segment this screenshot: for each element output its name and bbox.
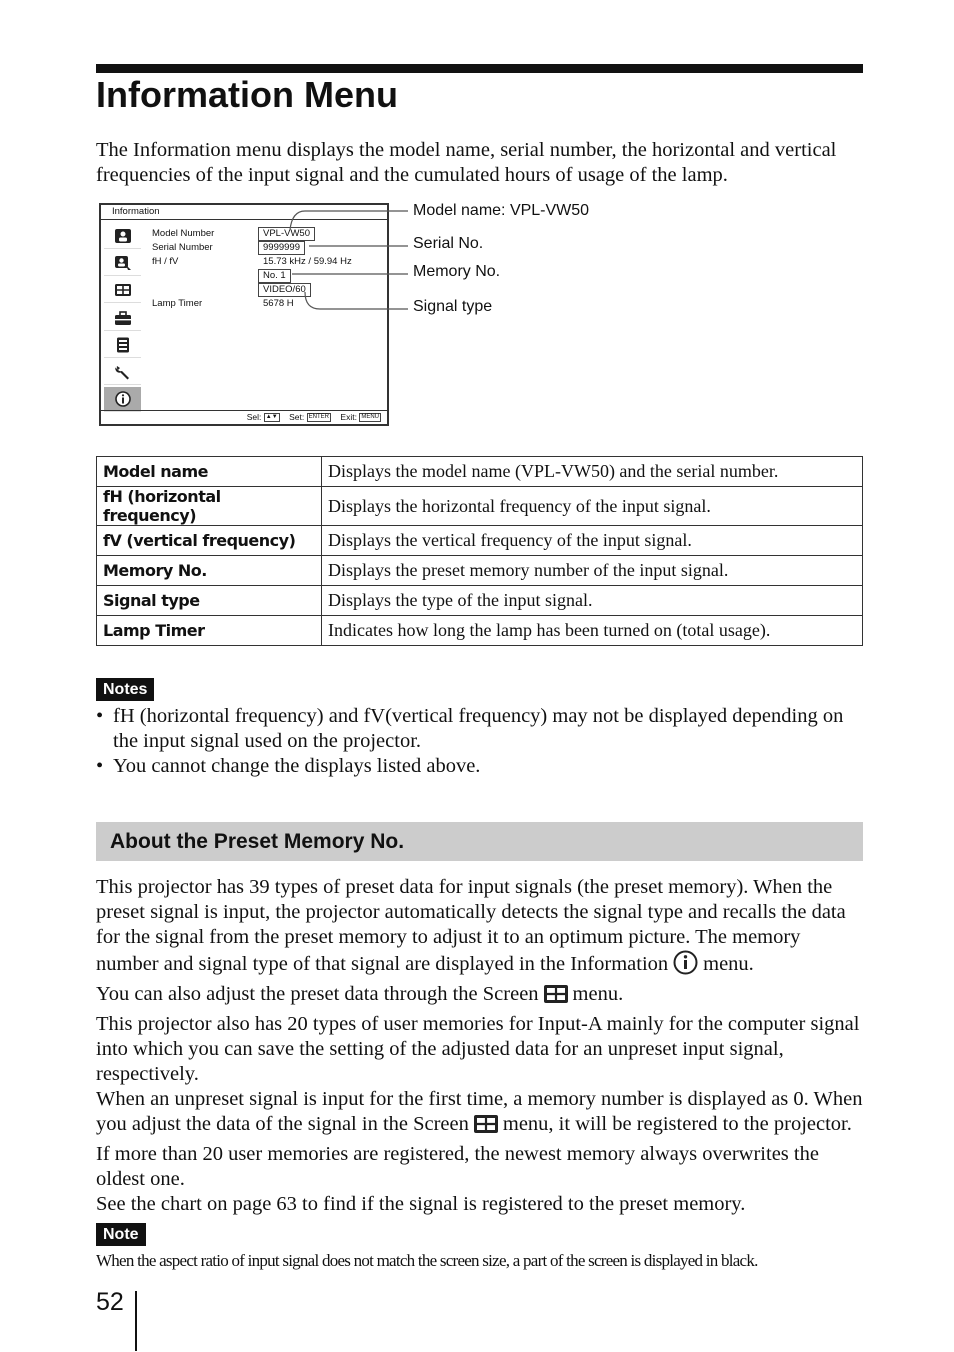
paragraph-text: You can also adjust the preset data through the Screen [96, 983, 539, 1005]
page-title: Information Menu [96, 74, 398, 115]
model-number-label: Model Number [152, 228, 215, 239]
table-row [97, 487, 863, 526]
information-table [96, 456, 863, 646]
table-term: Lamp Timer [97, 616, 322, 646]
table-row [97, 556, 863, 586]
table-term: fH (horizontal frequency) [97, 487, 322, 526]
paragraph-text: This projector has 39 types of preset data for input signals (the preset memory). When the preset signal is input, the projector automatically detects the signal type and recalls the data for the signal from the preset memory to adjust it to an optimum picture. The memory number and signal type of that signal are displayed in the Information [96, 876, 846, 975]
signal-value: VIDEO/60 [258, 283, 311, 297]
table-term: Memory No. [97, 556, 322, 586]
callout-memory-no: Memory No. [413, 263, 501, 280]
serial-value: 9999999 [258, 241, 305, 255]
table-row [97, 616, 863, 646]
table-row [97, 586, 863, 616]
information-icon [672, 950, 699, 982]
set-label: Set: [289, 412, 305, 422]
menu-key: MENU [361, 414, 379, 421]
table-term: Model name [97, 457, 322, 487]
section-body [96, 875, 866, 1217]
lamp-value: 5678 H [263, 298, 294, 309]
paragraph: See the chart on page 63 to find if the signal is registered to the preset memory. [96, 1193, 746, 1215]
frequency-label: fH / fV [152, 256, 179, 267]
table-row [97, 526, 863, 556]
frequency-value: 15.73 kHz / 59.94 Hz [263, 256, 352, 267]
table-term: Signal type [97, 586, 322, 616]
screen-icon [473, 1113, 499, 1142]
page-number-rule [135, 1291, 137, 1351]
notes-label: Notes [96, 678, 154, 701]
callout-serial-no: Serial No. [413, 235, 484, 252]
paragraph-text: menu, it will be registered to the projector. If more than 20 user memories are registered, the newest memory always overwrites the oldest one. [96, 1113, 852, 1190]
table-row [97, 457, 863, 487]
page-number: 52 [96, 1288, 124, 1316]
enter-key: ENTER [308, 414, 329, 421]
paragraph [96, 875, 866, 982]
sel-label: Sel: [246, 412, 262, 422]
list-item: • fH (horizontal frequency) and fV(vertical frequency) may not be displayed depending on the input signal used on the projector. [96, 704, 866, 754]
exit-label: Exit: [340, 412, 357, 422]
model-value: VPL-VW50 [258, 227, 315, 241]
table-desc: Displays the vertical frequency of the input signal. [322, 526, 863, 556]
section-heading: About the Preset Memory No. [110, 830, 405, 853]
table-desc: Displays the preset memory number of the input signal. [322, 556, 863, 586]
arrow-keys-icon: ▲▼ [265, 414, 278, 421]
lamp-timer-label: Lamp Timer [152, 298, 203, 309]
screen-header: Information [101, 205, 387, 220]
callout-signal-type: Signal type [413, 298, 493, 315]
table-desc: Indicates how long the lamp has been turned on (total usage). [322, 616, 863, 646]
table-desc: Displays the model name (VPL-VW50) and the serial number. [322, 457, 863, 487]
paragraph: This projector also has 20 types of user memories for Input-A mainly for the computer signal into which you can save the setting of the adjusted data for an unpreset input signal, respectively. [96, 1013, 860, 1085]
list-item: • You cannot change the displays listed above. [96, 754, 866, 779]
table-desc: Displays the type of the input signal. [322, 586, 863, 616]
paragraph [96, 982, 866, 1012]
note-label: Note [96, 1223, 146, 1246]
intro-paragraph: The Information menu displays the model name, serial number, the horizontal and vertical frequencies of the input signal and the cumulated hours of usage of the lamp. [96, 139, 837, 186]
section-heading-bar [96, 822, 863, 861]
serial-number-label: Serial Number [152, 242, 213, 253]
paragraph-text: menu. [572, 983, 624, 1005]
paragraph-text: When an unpreset signal is input for the first time, a memory number is displayed as 0. When you adjust the data of the signal in the Screen [96, 1088, 863, 1135]
table-term: fV (vertical frequency) [97, 526, 322, 556]
screen-icon [543, 983, 569, 1012]
note-text: When the aspect ratio of input signal does not match the screen size, a part of the screen is displayed in black. [96, 1251, 758, 1270]
callout-model-name: Model name: VPL-VW50 [413, 202, 590, 219]
table-desc: Displays the horizontal frequency of the input signal. [322, 487, 863, 526]
paragraph-text: menu. [703, 953, 754, 975]
paragraph [96, 1087, 866, 1192]
memory-value: No. 1 [258, 269, 291, 283]
notes-list [96, 704, 866, 779]
